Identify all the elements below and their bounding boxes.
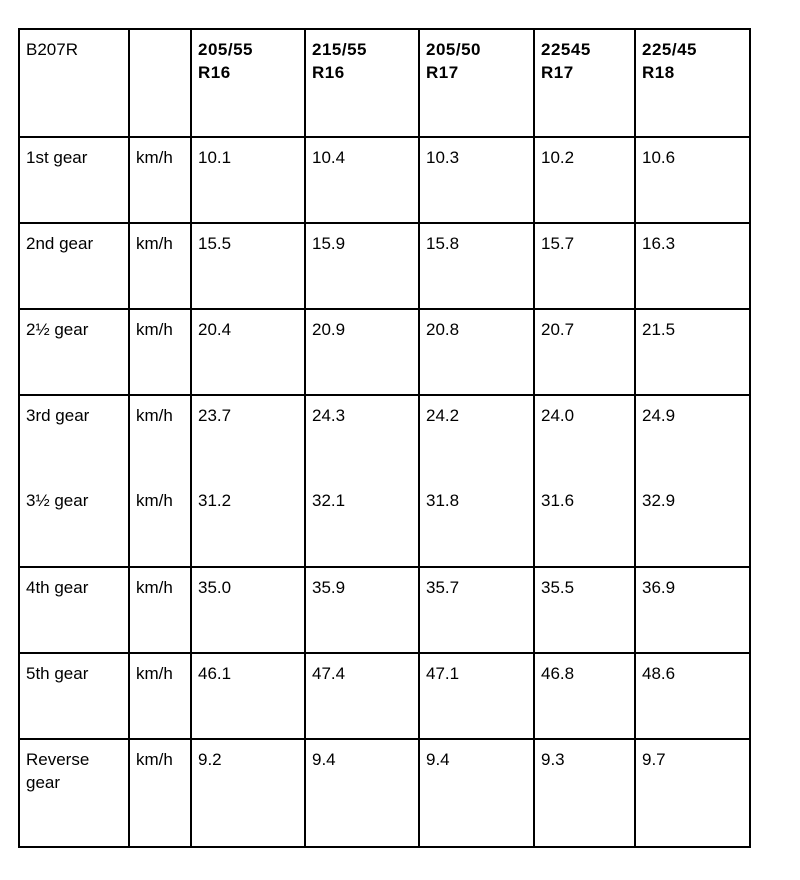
table-row <box>19 309 750 395</box>
table-row <box>19 567 750 653</box>
speed-cell: 15.8 <box>419 223 534 309</box>
unit-cell: km/h <box>129 309 191 395</box>
speed-cell: 15.5 <box>191 223 305 309</box>
tyre-size: 225/45 <box>642 40 697 59</box>
speed-cell: 9.4 <box>419 739 534 847</box>
speed-cell: 9.4 <box>305 739 419 847</box>
tyre-header-5 <box>635 29 750 137</box>
speed-cell: 21.5 <box>635 309 750 395</box>
speed-cell: 10.6 <box>635 137 750 223</box>
speed-cell: 16.3 <box>635 223 750 309</box>
speed-cell: 31.6 <box>534 481 635 567</box>
speed-cell: 47.1 <box>419 653 534 739</box>
tyre-size: 22545 <box>541 40 591 59</box>
speed-cell: 20.4 <box>191 309 305 395</box>
speed-cell: 48.6 <box>635 653 750 739</box>
speed-cell: 47.4 <box>305 653 419 739</box>
speed-cell: 20.9 <box>305 309 419 395</box>
tyre-header-1 <box>191 29 305 137</box>
speed-cell: 20.8 <box>419 309 534 395</box>
speed-cell: 24.3 <box>305 395 419 481</box>
speed-cell: 35.0 <box>191 567 305 653</box>
tyre-size: 205/55 <box>198 40 253 59</box>
speed-cell: 35.5 <box>534 567 635 653</box>
speed-cell: 31.8 <box>419 481 534 567</box>
tyre-size: 205/50 <box>426 40 481 59</box>
tyre-rim: R17 <box>426 63 459 82</box>
speed-cell: 35.7 <box>419 567 534 653</box>
gear-speed-table <box>18 28 751 848</box>
table-row <box>19 137 750 223</box>
table-row <box>19 395 750 481</box>
unit-cell: km/h <box>129 567 191 653</box>
gear-label: 1st gear <box>19 137 129 223</box>
speed-cell: 36.9 <box>635 567 750 653</box>
table-row <box>19 223 750 309</box>
tyre-rim: R18 <box>642 63 675 82</box>
gear-label: 3rd gear <box>19 395 129 481</box>
gear-label: 2½ gear <box>19 309 129 395</box>
speed-cell: 31.2 <box>191 481 305 567</box>
speed-cell: 9.2 <box>191 739 305 847</box>
table-row <box>19 481 750 567</box>
unit-cell: km/h <box>129 653 191 739</box>
speed-cell: 10.4 <box>305 137 419 223</box>
speed-cell: 10.1 <box>191 137 305 223</box>
speed-cell: 46.1 <box>191 653 305 739</box>
gear-label: 4th gear <box>19 567 129 653</box>
unit-cell: km/h <box>129 395 191 481</box>
tyre-size: 215/55 <box>312 40 367 59</box>
speed-cell: 35.9 <box>305 567 419 653</box>
gear-label: Reverse gear <box>19 739 129 847</box>
table-row <box>19 739 750 847</box>
speed-cell: 20.7 <box>534 309 635 395</box>
speed-cell: 32.1 <box>305 481 419 567</box>
unit-cell: km/h <box>129 137 191 223</box>
tyre-header-2 <box>305 29 419 137</box>
gear-label: 3½ gear <box>19 481 129 567</box>
speed-cell: 10.3 <box>419 137 534 223</box>
speed-cell: 46.8 <box>534 653 635 739</box>
unit-header <box>129 29 191 137</box>
speed-cell: 9.3 <box>534 739 635 847</box>
gear-label: 5th gear <box>19 653 129 739</box>
unit-cell: km/h <box>129 739 191 847</box>
speed-cell: 24.2 <box>419 395 534 481</box>
speed-cell: 15.9 <box>305 223 419 309</box>
tyre-rim: R16 <box>198 63 231 82</box>
gear-label: 2nd gear <box>19 223 129 309</box>
tyre-rim: R16 <box>312 63 345 82</box>
speed-cell: 15.7 <box>534 223 635 309</box>
tyre-header-4 <box>534 29 635 137</box>
speed-cell: 24.0 <box>534 395 635 481</box>
speed-cell: 32.9 <box>635 481 750 567</box>
model-header: B207R <box>19 29 129 137</box>
tyre-rim: R17 <box>541 63 574 82</box>
table-row <box>19 653 750 739</box>
table-body <box>19 29 750 847</box>
unit-cell: km/h <box>129 223 191 309</box>
tyre-header-3 <box>419 29 534 137</box>
speed-cell: 24.9 <box>635 395 750 481</box>
speed-cell: 10.2 <box>534 137 635 223</box>
speed-cell: 23.7 <box>191 395 305 481</box>
unit-cell: km/h <box>129 481 191 567</box>
speed-cell: 9.7 <box>635 739 750 847</box>
table-header-row <box>19 29 750 137</box>
